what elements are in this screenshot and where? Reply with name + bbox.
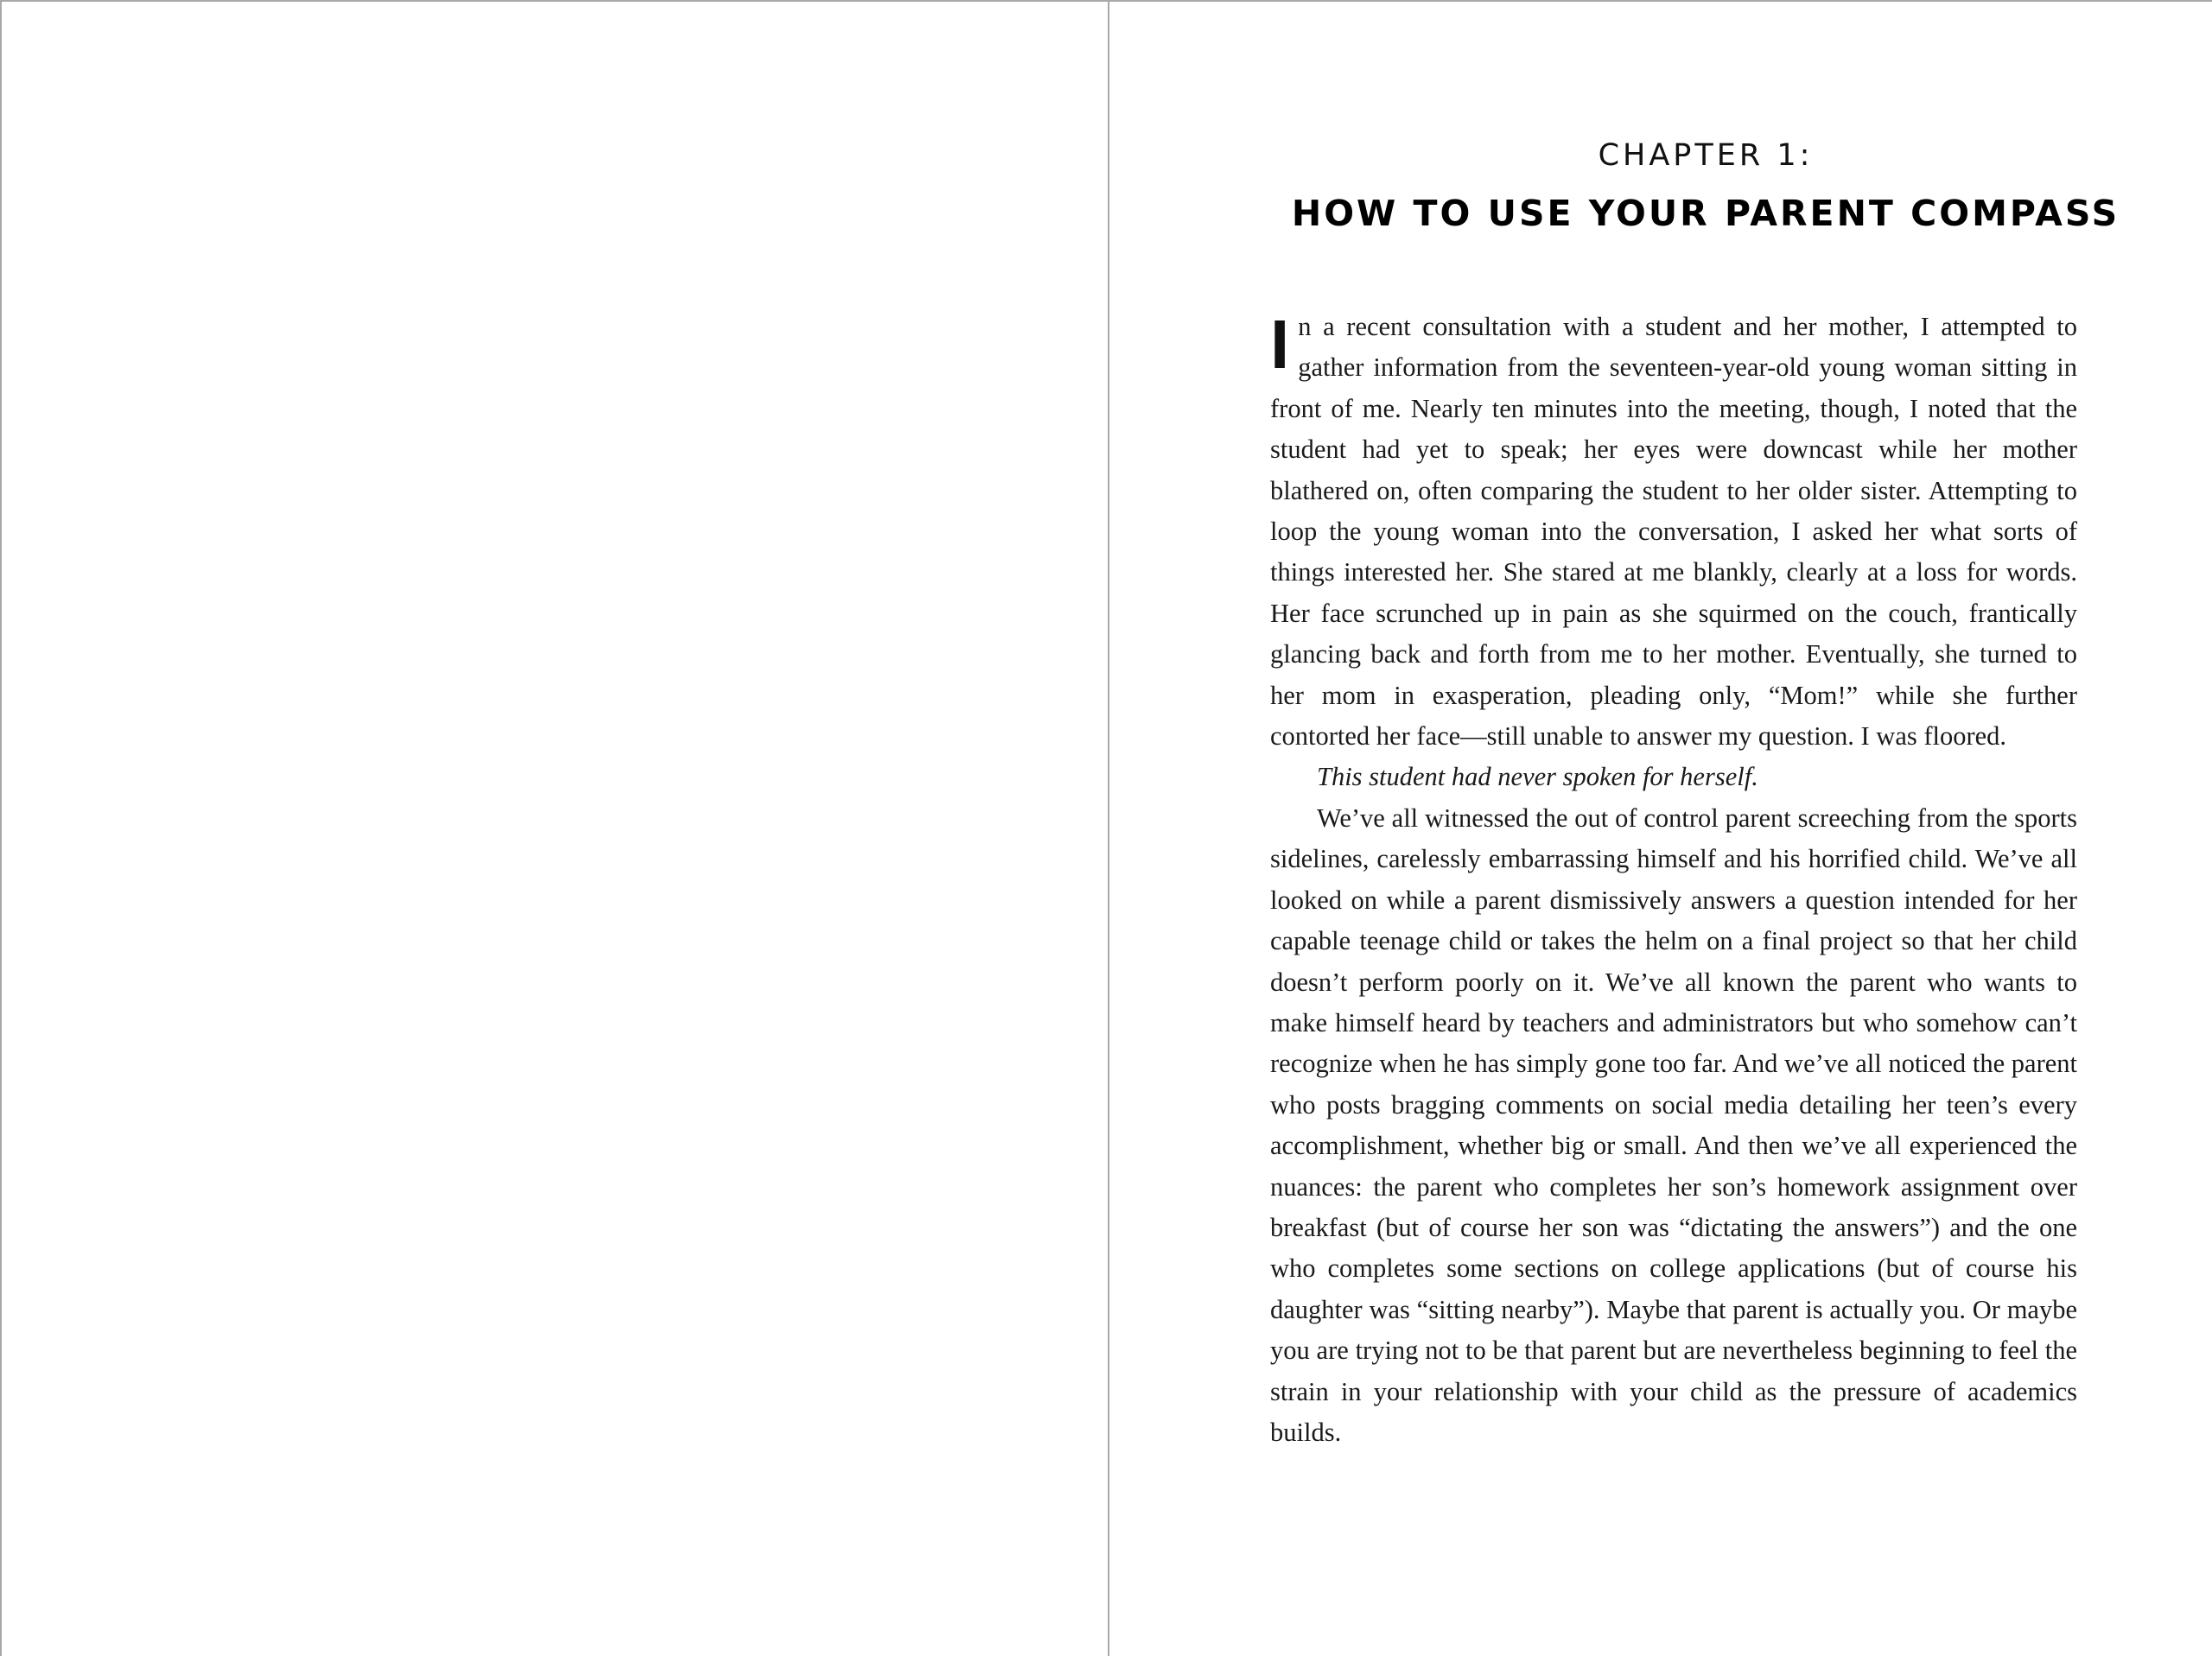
chapter-body [1270, 307, 2077, 1453]
right-page [1109, 2, 2212, 1656]
left-page-blank [2, 2, 1108, 1656]
paragraph-2-italic: This student had never spoken for herself. [1317, 762, 1758, 792]
paragraph-1-text: n a recent consultation with a student and her mother, I attempted to gather information from the seventeen-year-old young woman sitting in front of me. Nearly ten minutes into the meeting, though, I noted that the student had yet to speak; her eyes were downcast while her mother blathered on, often comparing the student to her older sister. Attempting to loop the young woman into the conversation, I asked her what sorts of things interested her. She stared at me blankly, clearly at a loss for words. Her face scrunched up in pain as she squirmed on the couch, frantically glancing back and forth from me to her mother. Eventually, she turned to her mom in exasperation, pleading only, “Mom!” while she further contorted her face—still unable to answer my question. I was floored. [1270, 312, 2077, 752]
chapter-title: HOW TO USE YOUR PARENT COMPASS [1291, 193, 2120, 234]
paragraph-1 [1270, 307, 2077, 757]
chapter-label: CHAPTER 1: [1598, 138, 1814, 173]
paragraph-3: We’ve all witnessed the out of control parent screeching from the sports sidelines, carelessly embarrassing himself and his horrified child. We’ve all looked on while a parent dismissively answers a question intended for her capable teenage child or takes the helm on a final project so that her child doesn’t perform poorly on it. We’ve all known the parent who wants to make himself heard by teachers and administrators but who somehow can’t recognize when he has simply gone too far. And we’ve all noticed the parent who posts bragging comments on social media detailing her teen’s every accomplishment, whether big or small. And then we’ve all experienced the nuances: the parent who completes her son’s homework assignment over breakfast (but of course her son was “dictating the answers”) and the one who completes some sections on college applications (but of course his daughter was “sitting nearby”). Maybe that parent is actually you. Or maybe you are trying not to be that parent but are nevertheless beginning to feel the strain in your relationship with your child as the pressure of academics builds. [1270, 803, 2077, 1447]
drop-cap: I [1270, 306, 1290, 383]
